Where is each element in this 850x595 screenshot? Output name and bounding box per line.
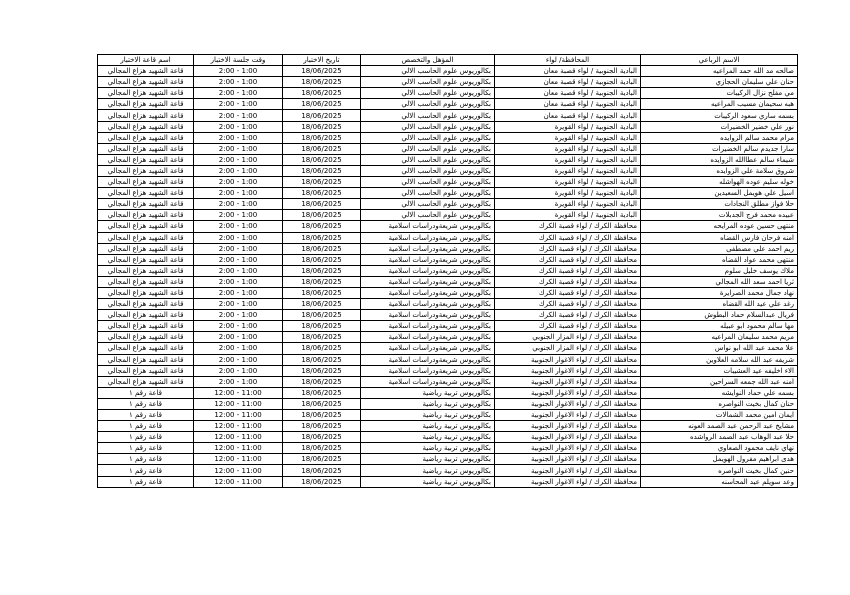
cell-date: 18/06/2025 [283,432,361,443]
table-row [98,343,798,354]
table-row [98,88,798,99]
table-row [98,154,798,165]
cell-region: محافظة الكرك / لواء قصبة الكرك [495,254,641,265]
cell-date: 18/06/2025 [283,254,361,265]
cell-name: حنان علي سليمان الحجازي [641,77,798,88]
cell-qualification: بكالوريوس علوم الحاسب الالي [361,177,495,188]
cell-time: 1:00 - 2:00 [194,243,283,254]
cell-date: 18/06/2025 [283,154,361,165]
cell-name: شروق سلامة علي الزوايده [641,165,798,176]
cell-date: 18/06/2025 [283,110,361,121]
table-row [98,121,798,132]
cell-qualification: بكالوريوس علوم الحاسب الالي [361,99,495,110]
table-row [98,132,798,143]
cell-date: 18/06/2025 [283,287,361,298]
header-row [98,55,798,66]
cell-name: رغد علي عيد الله القضاه [641,299,798,310]
column-header-time: وقت جلسة الاختبار [194,55,283,66]
cell-date: 18/06/2025 [283,476,361,487]
cell-time: 1:00 - 2:00 [194,332,283,343]
cell-hall: قاعة الشهيد هزاع المجالي [98,299,194,310]
cell-hall: قاعة الشهيد هزاع المجالي [98,154,194,165]
table-row [98,177,798,188]
cell-date: 18/06/2025 [283,332,361,343]
cell-date: 18/06/2025 [283,376,361,387]
cell-date: 18/06/2025 [283,143,361,154]
cell-date: 18/06/2025 [283,443,361,454]
cell-hall: قاعة الشهيد هزاع المجالي [98,254,194,265]
cell-qualification: بكالوريوس تربية رياضية [361,454,495,465]
cell-name: مرام محمد سالم الزوايده [641,132,798,143]
cell-name: مها سالم محمود ابو عبيله [641,321,798,332]
cell-region: البادية الجنوبية / لواء القويرة [495,177,641,188]
cell-name: بسمه علي حماد النوايشه [641,387,798,398]
cell-hall: قاعة الشهيد هزاع المجالي [98,165,194,176]
table-row [98,454,798,465]
cell-time: 1:00 - 2:00 [194,287,283,298]
cell-hall: قاعة الشهيد هزاع المجالي [98,354,194,365]
table-row [98,299,798,310]
cell-date: 18/06/2025 [283,165,361,176]
cell-hall: قاعة الشهيد هزاع المجالي [98,221,194,232]
cell-hall: قاعة رقم ١ [98,432,194,443]
cell-time: 1:00 - 2:00 [194,132,283,143]
cell-time: 1:00 - 2:00 [194,221,283,232]
cell-name: ايمان امين محمد الشمالات [641,410,798,421]
cell-name: صالحه مد الله حمد المراعيه [641,66,798,77]
cell-date: 18/06/2025 [283,398,361,409]
table-row [98,276,798,287]
table-row [98,321,798,332]
cell-time: 1:00 - 2:00 [194,77,283,88]
cell-hall: قاعة رقم ١ [98,454,194,465]
cell-date: 18/06/2025 [283,310,361,321]
cell-date: 18/06/2025 [283,354,361,365]
cell-date: 18/06/2025 [283,454,361,465]
cell-time: 11:00 - 12:00 [194,432,283,443]
cell-hall: قاعة الشهيد هزاع المجالي [98,66,194,77]
cell-time: 1:00 - 2:00 [194,99,283,110]
cell-qualification: بكالوريوس شريعةودراسات اسلامية [361,221,495,232]
cell-qualification: بكالوريوس علوم الحاسب الالي [361,110,495,121]
cell-hall: قاعة الشهيد هزاع المجالي [98,121,194,132]
cell-time: 11:00 - 12:00 [194,421,283,432]
table-row [98,376,798,387]
cell-hall: قاعة الشهيد هزاع المجالي [98,365,194,376]
cell-qualification: بكالوريوس علوم الحاسب الالي [361,165,495,176]
cell-time: 1:00 - 2:00 [194,143,283,154]
cell-time: 1:00 - 2:00 [194,121,283,132]
cell-qualification: بكالوريوس شريعةودراسات اسلامية [361,332,495,343]
cell-qualification: بكالوريوس شريعةودراسات اسلامية [361,365,495,376]
cell-qualification: بكالوريوس علوم الحاسب الالي [361,143,495,154]
cell-date: 18/06/2025 [283,121,361,132]
cell-name: امنه عبد الله جمعه السراحين [641,376,798,387]
cell-region: البادية الجنوبية / لواء قصبة معان [495,99,641,110]
cell-hall: قاعة الشهيد هزاع المجالي [98,310,194,321]
cell-name: خوله سليم عوده الهواشله [641,177,798,188]
cell-date: 18/06/2025 [283,88,361,99]
table-row [98,210,798,221]
cell-date: 18/06/2025 [283,77,361,88]
cell-region: محافظة الكرك / لواء الاغوار الجنوبية [495,387,641,398]
table-row [98,421,798,432]
cell-name: هدى ابراهيم مفرول الهويمل [641,454,798,465]
cell-date: 18/06/2025 [283,321,361,332]
cell-qualification: بكالوريوس علوم الحاسب الالي [361,132,495,143]
cell-name: اسيل علي هويمل السعيدين [641,188,798,199]
cell-date: 18/06/2025 [283,221,361,232]
cell-name: علا محمد عبد الله ابو نواس [641,343,798,354]
cell-time: 1:00 - 2:00 [194,188,283,199]
cell-name: ثريا احمد سعد الله المجالي [641,276,798,287]
cell-qualification: بكالوريوس تربية رياضية [361,410,495,421]
cell-hall: قاعة الشهيد هزاع المجالي [98,143,194,154]
cell-qualification: بكالوريوس شريعةودراسات اسلامية [361,254,495,265]
cell-date: 18/06/2025 [283,210,361,221]
cell-name: حنان كمال بخيت النواصره [641,398,798,409]
cell-region: البادية الجنوبية / لواء القويرة [495,188,641,199]
cell-region: محافظة الكرك / لواء الاغوار الجنوبية [495,443,641,454]
column-header-hall: اسم قاعة الاختبار [98,55,194,66]
cell-name: فريال عبدالسلام حماد البطوش [641,310,798,321]
cell-qualification: بكالوريوس علوم الحاسب الالي [361,121,495,132]
cell-region: محافظة الكرك / لواء الاغوار الجنوبية [495,410,641,421]
cell-name: حلا عبد الوهاب عبد الصمد الرواشده [641,432,798,443]
cell-time: 1:00 - 2:00 [194,376,283,387]
cell-region: البادية الجنوبية / لواء القويرة [495,165,641,176]
cell-hall: قاعة الشهيد هزاع المجالي [98,99,194,110]
cell-date: 18/06/2025 [283,99,361,110]
table-row [98,354,798,365]
cell-time: 1:00 - 2:00 [194,343,283,354]
cell-time: 1:00 - 2:00 [194,165,283,176]
cell-name: شيماء سالم عطاالله الزوايده [641,154,798,165]
cell-region: البادية الجنوبية / لواء القويرة [495,132,641,143]
cell-region: محافظة الكرك / لواء قصبة الكرك [495,221,641,232]
cell-time: 1:00 - 2:00 [194,276,283,287]
cell-hall: قاعة الشهيد هزاع المجالي [98,132,194,143]
cell-time: 11:00 - 12:00 [194,465,283,476]
cell-time: 1:00 - 2:00 [194,199,283,210]
cell-hall: قاعة رقم ١ [98,387,194,398]
cell-region: محافظة الكرك / لواء الاغوار الجنوبية [495,476,641,487]
table-row [98,66,798,77]
cell-region: محافظة الكرك / لواء قصبة الكرك [495,299,641,310]
cell-time: 1:00 - 2:00 [194,88,283,99]
table-row [98,465,798,476]
cell-hall: قاعة الشهيد هزاع المجالي [98,332,194,343]
exam-schedule-table [97,54,798,488]
table-row [98,254,798,265]
cell-date: 18/06/2025 [283,387,361,398]
cell-time: 1:00 - 2:00 [194,365,283,376]
table-row [98,365,798,376]
cell-name: وعد سويلم عيد المحاسنه [641,476,798,487]
cell-region: محافظة الكرك / لواء الاغوار الجنوبية [495,454,641,465]
cell-region: البادية الجنوبية / لواء قصبة معان [495,88,641,99]
table-row [98,432,798,443]
cell-qualification: بكالوريوس تربية رياضية [361,465,495,476]
cell-hall: قاعة رقم ١ [98,398,194,409]
cell-region: محافظة الكرك / لواء قصبة الكرك [495,265,641,276]
table-row [98,332,798,343]
table-row [98,110,798,121]
cell-name: الاء اخليفه عيد العشيبات [641,365,798,376]
cell-time: 1:00 - 2:00 [194,210,283,221]
cell-date: 18/06/2025 [283,66,361,77]
cell-name: مشايخ عبد الرحمن عبد الصمد العونه [641,421,798,432]
cell-hall: قاعة الشهيد هزاع المجالي [98,276,194,287]
table-row [98,243,798,254]
cell-qualification: بكالوريوس تربية رياضية [361,443,495,454]
column-header-name: الاسم الرباعي [641,55,798,66]
cell-qualification: بكالوريوس شريعةودراسات اسلامية [361,343,495,354]
cell-name: ريم احمد علي مصطفى [641,243,798,254]
cell-region: محافظة الكرك / لواء قصبة الكرك [495,321,641,332]
table-row [98,143,798,154]
cell-region: محافظة الكرك / لواء قصبة الكرك [495,310,641,321]
cell-name: منتهى محمد عواد القضاه [641,254,798,265]
cell-region: البادية الجنوبية / لواء القويرة [495,210,641,221]
cell-hall: قاعة الشهيد هزاع المجالي [98,265,194,276]
cell-date: 18/06/2025 [283,421,361,432]
cell-time: 11:00 - 12:00 [194,398,283,409]
cell-hall: قاعة الشهيد هزاع المجالي [98,376,194,387]
cell-qualification: بكالوريوس شريعةودراسات اسلامية [361,376,495,387]
table-row [98,398,798,409]
cell-date: 18/06/2025 [283,232,361,243]
cell-qualification: بكالوريوس شريعةودراسات اسلامية [361,232,495,243]
column-header-region: المحافظة/ لواء [495,55,641,66]
cell-region: البادية الجنوبية / لواء القويرة [495,199,641,210]
cell-region: البادية الجنوبية / لواء قصبة معان [495,110,641,121]
cell-hall: قاعة الشهيد هزاع المجالي [98,243,194,254]
cell-name: امنه فرحان فارس القضاه [641,232,798,243]
cell-region: محافظة الكرك / لواء الاغوار الجنوبية [495,376,641,387]
cell-region: محافظة الكرك / لواء الاغوار الجنوبية [495,365,641,376]
table-row [98,77,798,88]
cell-hall: قاعة رقم ١ [98,465,194,476]
cell-qualification: بكالوريوس علوم الحاسب الالي [361,188,495,199]
cell-date: 18/06/2025 [283,343,361,354]
cell-date: 18/06/2025 [283,177,361,188]
cell-name: نهاي نايف محمود الصعاوي [641,443,798,454]
exam-schedule-sheet [97,54,797,488]
cell-name: منتهى حسين عوده المرايحه [641,221,798,232]
cell-name: ملاك يوسف خليل سلوم [641,265,798,276]
cell-region: محافظة الكرك / لواء الاغوار الجنوبية [495,354,641,365]
cell-date: 18/06/2025 [283,299,361,310]
column-header-qualification: المؤهل والتخصص [361,55,495,66]
cell-time: 11:00 - 12:00 [194,476,283,487]
cell-hall: قاعة الشهيد هزاع المجالي [98,232,194,243]
cell-qualification: بكالوريوس شريعةودراسات اسلامية [361,354,495,365]
cell-time: 1:00 - 2:00 [194,177,283,188]
cell-region: محافظة الكرك / لواء الاغوار الجنوبية [495,398,641,409]
cell-region: محافظة الكرك / لواء الاغوار الجنوبية [495,465,641,476]
cell-name: شريفه عبد الله سلامه العلاوين [641,354,798,365]
cell-time: 1:00 - 2:00 [194,232,283,243]
cell-region: محافظة الكرك / لواء قصبة الكرك [495,243,641,254]
cell-qualification: بكالوريوس علوم الحاسب الالي [361,77,495,88]
cell-name: نهاد جمال محمد الصرايرة [641,287,798,298]
cell-name: مريم محمد سليمان المراعيه [641,332,798,343]
cell-hall: قاعة رقم ١ [98,421,194,432]
cell-region: محافظة الكرك / لواء قصبة الكرك [495,232,641,243]
cell-region: محافظة الكرك / لواء الاغوار الجنوبية [495,421,641,432]
cell-time: 1:00 - 2:00 [194,66,283,77]
cell-date: 18/06/2025 [283,265,361,276]
cell-date: 18/06/2025 [283,465,361,476]
cell-time: 1:00 - 2:00 [194,321,283,332]
cell-region: محافظة الكرك / لواء الاغوار الجنوبية [495,432,641,443]
table-row [98,165,798,176]
cell-name: حنين كمال بخيت النواصره [641,465,798,476]
cell-name: حلا فواز مطلق النجادات [641,199,798,210]
cell-region: محافظة الكرك / لواء قصبة الكرك [495,287,641,298]
cell-qualification: بكالوريوس شريعةودراسات اسلامية [361,265,495,276]
table-row [98,476,798,487]
cell-time: 1:00 - 2:00 [194,265,283,276]
cell-date: 18/06/2025 [283,199,361,210]
cell-qualification: بكالوريوس علوم الحاسب الالي [361,88,495,99]
table-row [98,443,798,454]
cell-name: بسمه ساري سعود الركيبات [641,110,798,121]
cell-time: 11:00 - 12:00 [194,443,283,454]
cell-qualification: بكالوريوس تربية رياضية [361,398,495,409]
table-row [98,265,798,276]
cell-time: 1:00 - 2:00 [194,254,283,265]
cell-hall: قاعة رقم ١ [98,443,194,454]
cell-qualification: بكالوريوس علوم الحاسب الالي [361,66,495,77]
cell-qualification: بكالوريوس علوم الحاسب الالي [361,210,495,221]
table-row [98,387,798,398]
cell-hall: قاعة الشهيد هزاع المجالي [98,321,194,332]
cell-qualification: بكالوريوس شريعةودراسات اسلامية [361,310,495,321]
column-header-date: تاريخ الاختبار [283,55,361,66]
table-row [98,188,798,199]
cell-region: البادية الجنوبية / لواء القويرة [495,121,641,132]
table-row [98,232,798,243]
table-row [98,99,798,110]
cell-qualification: بكالوريوس تربية رياضية [361,421,495,432]
cell-region: البادية الجنوبية / لواء قصبة معان [495,66,641,77]
cell-region: محافظة الكرك / لواء المزار الجنوبي [495,343,641,354]
cell-name: مي مفلح نزال الركيبات [641,88,798,99]
cell-date: 18/06/2025 [283,243,361,254]
table-row [98,310,798,321]
cell-region: محافظة الكرك / لواء قصبة الكرك [495,276,641,287]
cell-time: 1:00 - 2:00 [194,154,283,165]
cell-time: 1:00 - 2:00 [194,354,283,365]
cell-name: نور علي خضير الخضيرات [641,121,798,132]
cell-qualification: بكالوريوس تربية رياضية [361,387,495,398]
cell-hall: قاعة الشهيد هزاع المجالي [98,199,194,210]
cell-hall: قاعة الشهيد هزاع المجالي [98,177,194,188]
cell-region: محافظة الكرك / لواء المزار الجنوبي [495,332,641,343]
cell-qualification: بكالوريوس شريعةودراسات اسلامية [361,321,495,332]
cell-qualification: بكالوريوس شريعةودراسات اسلامية [361,287,495,298]
cell-time: 11:00 - 12:00 [194,410,283,421]
cell-qualification: بكالوريوس علوم الحاسب الالي [361,154,495,165]
cell-date: 18/06/2025 [283,276,361,287]
cell-hall: قاعة الشهيد هزاع المجالي [98,88,194,99]
cell-date: 18/06/2025 [283,365,361,376]
cell-qualification: بكالوريوس شريعةودراسات اسلامية [361,276,495,287]
cell-name: هبه سحيمان مسيب المراعيه [641,99,798,110]
cell-qualification: بكالوريوس شريعةودراسات اسلامية [361,243,495,254]
cell-hall: قاعة الشهيد هزاع المجالي [98,287,194,298]
cell-region: البادية الجنوبية / لواء القويرة [495,143,641,154]
cell-time: 1:00 - 2:00 [194,110,283,121]
table-row [98,221,798,232]
cell-hall: قاعة الشهيد هزاع المجالي [98,210,194,221]
cell-hall: قاعة الشهيد هزاع المجالي [98,343,194,354]
cell-name: عبيده محمد فرج الجدبلات [641,210,798,221]
cell-qualification: بكالوريوس تربية رياضية [361,476,495,487]
cell-hall: قاعة الشهيد هزاع المجالي [98,188,194,199]
cell-hall: قاعة رقم ١ [98,476,194,487]
cell-date: 18/06/2025 [283,132,361,143]
cell-hall: قاعة الشهيد هزاع المجالي [98,77,194,88]
cell-name: سارا جديدم سالم الخضيرات [641,143,798,154]
cell-time: 11:00 - 12:00 [194,387,283,398]
cell-hall: قاعة رقم ١ [98,410,194,421]
cell-date: 18/06/2025 [283,410,361,421]
cell-time: 1:00 - 2:00 [194,299,283,310]
cell-time: 11:00 - 12:00 [194,454,283,465]
table-row [98,199,798,210]
cell-date: 18/06/2025 [283,188,361,199]
table-row [98,287,798,298]
cell-hall: قاعة الشهيد هزاع المجالي [98,110,194,121]
cell-qualification: بكالوريوس تربية رياضية [361,432,495,443]
cell-qualification: بكالوريوس علوم الحاسب الالي [361,199,495,210]
cell-qualification: بكالوريوس شريعةودراسات اسلامية [361,299,495,310]
cell-region: البادية الجنوبية / لواء القويرة [495,154,641,165]
cell-time: 1:00 - 2:00 [194,310,283,321]
table-row [98,410,798,421]
cell-region: البادية الجنوبية / لواء قصبة معان [495,77,641,88]
